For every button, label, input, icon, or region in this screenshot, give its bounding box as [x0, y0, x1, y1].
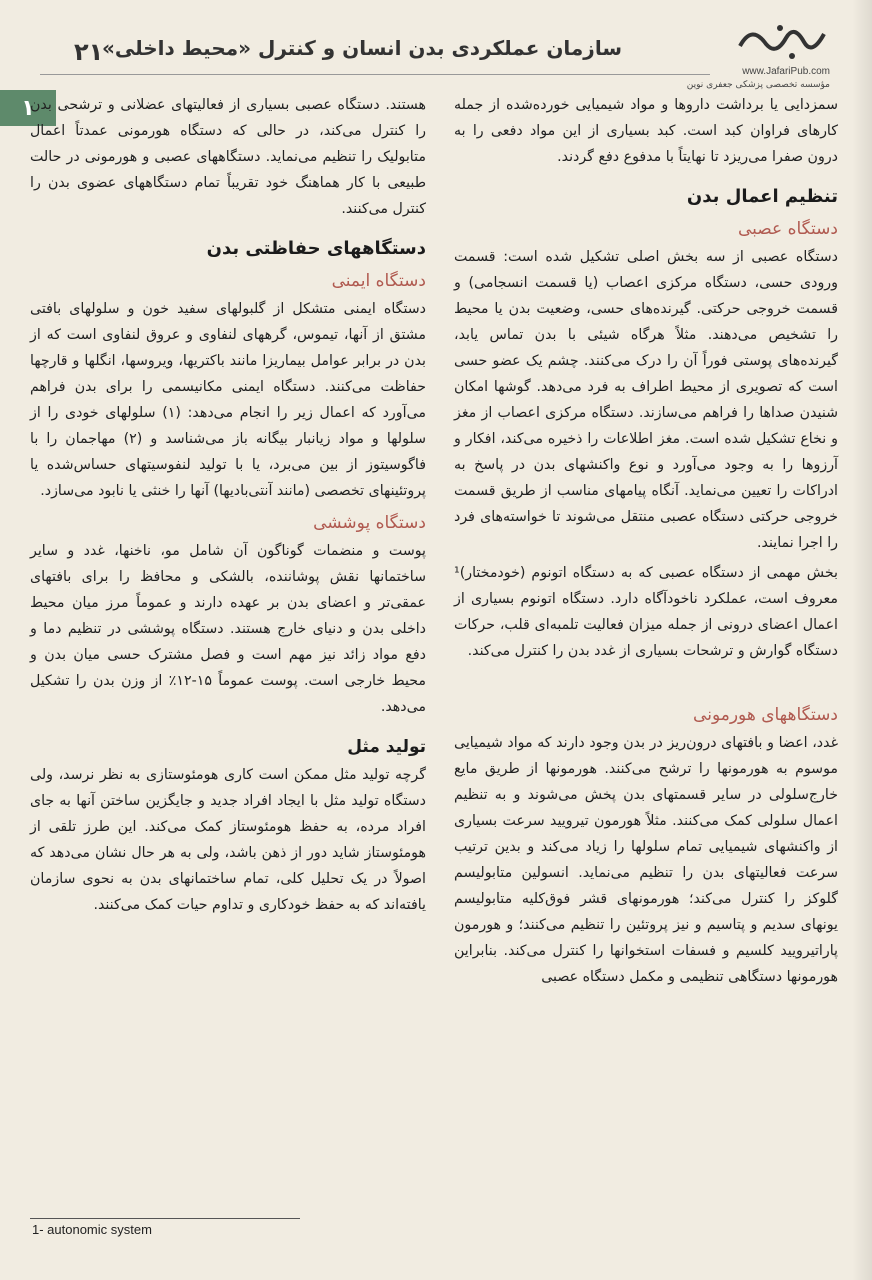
subsection-title: دستگاه عصبی — [737, 219, 838, 239]
paragraph: غدد، اعضا و بافتهای درون‌ریز در بدن وجود دارند که مواد شیمیایی موسوم به هورمونها را ترشح می‌کنند. هورمونها از طریق مایع خارج‌سلولی در سایر قسمتهای بدن پخش می‌شوند و به تنظیم اعمال سلولی کمک می‌کنند. مثلاً هورمون تیرویید سرعت بسیاری از واکنشهای شیمیایی تمام سلولها را زیاد می‌کند و بدین ترتیب سرعت فعالیتهای بدن را تنظیم می‌نماید. انسولین متابولیسم گلوکز را کنترل می‌کند؛ هورمونهای قشر فوق‌کلیه متابولیسم یونهای سدیم و پتاسیم و نیز پروتئین را تنظیم می‌کنند؛ و هورمون پاراتیرویید کلسیم و فسفات استخوانها را کنترل می‌کند. بنابراین هورمونها دستگاهی تنظیمی و مکمل دستگاه عصبی — [454, 735, 838, 985]
footnote-rule — [30, 1218, 300, 1219]
paragraph: بخش مهمی از دستگاه عصبی که به دستگاه اتونوم (خودمختار)¹ معروف است، عملکرد ناخودآگاه دارد. دستگاه اتونوم بسیاری از اعمال اعضای درونی از جمله میزان فعالیت تلمبه‌ای قلب، حرکات دستگاه گوارش و ترشحات بسیاری از غدد بدن را کنترل می‌کند. — [454, 565, 838, 659]
right-column — [454, 92, 838, 994]
paragraph: سمزدایی یا برداشت داروها و مواد شیمیایی خورده‌شده از جمله کارهای فراوان کبد است. کبد بسیاری از این مواد دفعی را به درون صفرا می‌ریزد تا نهایتاً با مدفوع دفع گردند. — [454, 97, 838, 165]
page-number: ۲۱ — [74, 38, 104, 66]
paragraph: هستند. دستگاه عصبی بسیاری از فعالیتهای عضلانی و ترشحی بدن را کنترل می‌کند، در حالی که دستگاه هورمونی عمدتاً اعمال متابولیک را تنظیم می‌نماید. دستگاههای عصبی و هورمونی در حالت طبیعی با کار هماهنگ خود تقریباً تمام دستگاههای عضوی بدن را کنترل می‌کنند. — [30, 97, 426, 217]
subsection-title: دستگاه پوششی — [313, 513, 426, 533]
footnote: 1- autonomic system — [32, 1222, 152, 1237]
paragraph: دستگاه ایمنی متشکل از گلبولهای سفید خون و سلولهای بافتی مشتق از آنها، تیموس، گرههای لنفاوی و عروق لنفاوی است که از بدن در برابر عوامل بیماریزا مانند باکتریها، ویروسها، انگلها و قارچها حفاظت می‌کنند. دستگاه ایمنی مکانیسمی را برای بدن فراهم می‌آورد که اعمال زیر را انجام می‌دهد: (۱) سلولهای خودی را از سلولها و مواد زیانبار بیگانه باز می‌شناسد و (۲) مهاجمان را با فاگوسیتوز از بین می‌برد، یا با تولید لنفوسیتهای حساس‌شده یا پروتئینهای تخصصی (مانند آنتی‌بادیها) آنها را خنثی یا نابود می‌سازد. — [30, 301, 426, 499]
chapter-tab: ۱ — [0, 90, 56, 126]
header-rule — [40, 74, 710, 75]
subsection-title: دستگاههای هورمونی — [693, 705, 838, 725]
section-title: تنظیم اعمال بدن — [686, 186, 838, 207]
section-title: دستگاههای حفاظتی بدن — [206, 238, 426, 259]
logo-url: www.JafariPub.com — [742, 66, 830, 77]
subsection-title: دستگاه ایمنی — [331, 271, 426, 291]
section-title: تولید مثل — [347, 737, 426, 757]
page-edge-shadow — [852, 0, 872, 1280]
running-title: سازمان عملکردی بدن انسان و کنترل «محیط داخلی» — [101, 36, 622, 60]
paragraph: پوست و منضمات گوناگون آن شامل مو، ناخنها، غدد و سایر ساختمانها نقش پوشاننده، بالشکی و محافظ را برای بافتهای عمقی‌تر و اعضای بدن بر عهده دارند و عموماً مرز میان محیط داخلی بدن و دنیای خارج هستند. دستگاه پوششی در تنظیم دما و دفع مواد زائد نیز مهم است و فصل مشترک حسی میان بدن و محیط خارجی است. پوست عموماً ۱۵-۱۲٪ از وزن بدن را تشکیل می‌دهد. — [30, 543, 426, 715]
paragraph: گرچه تولید مثل ممکن است کاری هومئوستازی به نظر نرسد، ولی دستگاه تولید مثل با ایجاد افراد جدید و جایگزین ساختن آنها به جای افراد مرده، به حفظ هومئوستاز کمک می‌کند. این طرز تلقی از هومئوستاز شاید دور از ذهن باشد، ولی به هر حال نشان می‌دهد که اصولاً در یک تحلیل کلی، تمام ساختمانهای بدن به نحوی سازمان یافته‌اند که به حفظ خودکاری و تداوم حیات کمک می‌کنند. — [30, 767, 426, 913]
left-column — [30, 92, 426, 922]
publisher-logo — [732, 16, 832, 66]
paragraph: دستگاه عصبی از سه بخش اصلی تشکیل شده است: قسمت ورودی حسی، دستگاه مرکزی اعصاب (یا قسمت انسجامی) و قسمت خروجی حرکتی. گیرنده‌های حسی، وضعیت بدن یا محیط را تشخیص می‌دهند. مثلاً هرگاه شیئی با بدن تماس یابد، گیرنده‌های پوستی فوراً آن را درک می‌کنند. چشم یک عضو حسی است که تصویری از محیط اطراف به فرد می‌دهد. گوشها امکان شنیدن صداها را فراهم می‌سازند. دستگاه مرکزی اعصاب از مغز و نخاع تشکیل شده است. مغز اطلاعات را ذخیره می‌کند، افکار و آرزوها را به وجود می‌آورد و نوع واکنشهای بدن در پاسخ به ادراکات را تعیین می‌نماید. آنگاه پیامهای مناسب از طریق قسمت خروجی حرکتی دستگاه عصبی منتقل می‌شوند تا خواسته‌های فرد را اجرا نمایند. — [454, 249, 838, 551]
logo-subtitle: مؤسسه تخصصی پزشکی جعفری نوین — [686, 80, 830, 90]
